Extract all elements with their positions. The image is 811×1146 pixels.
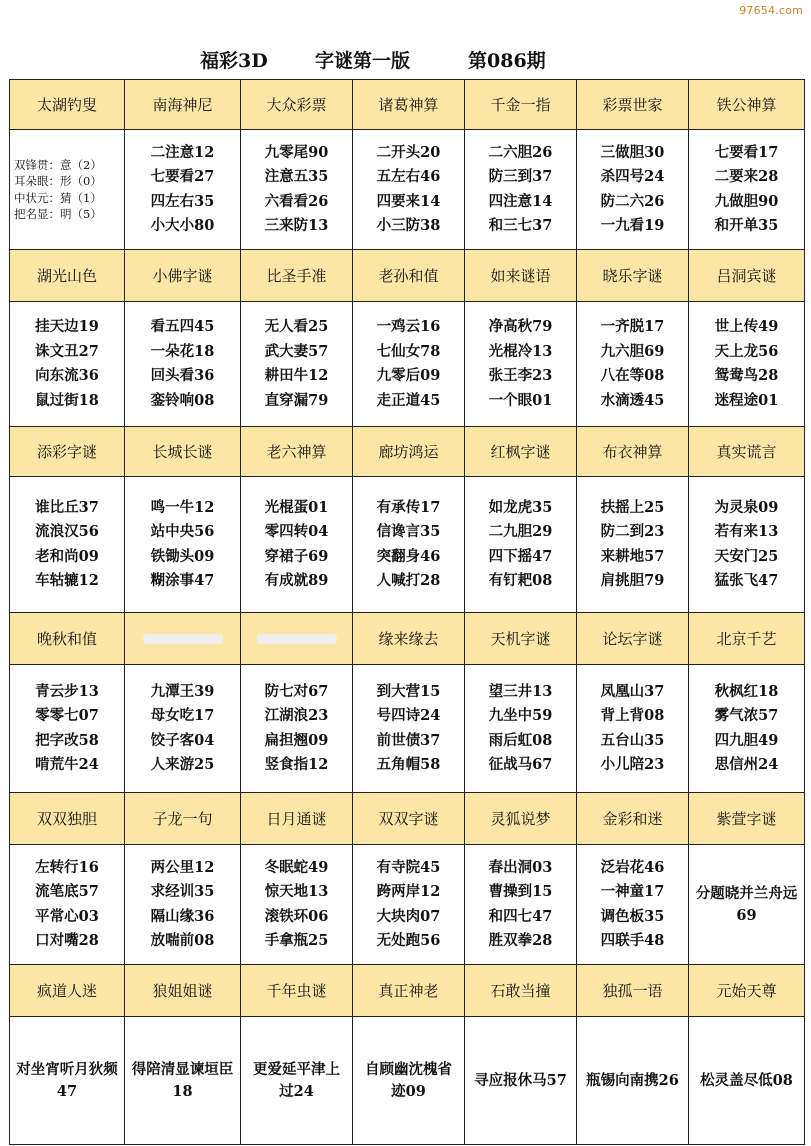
riddle-line: 手拿瓶25	[264, 932, 329, 949]
riddle-line: 小大小80	[150, 217, 215, 234]
riddle-line: 四左右35	[150, 192, 215, 210]
legend-line: 中状元：猜（1）	[14, 190, 102, 205]
riddle-line: 五左右46	[376, 168, 441, 185]
riddle-line: 前世债37	[376, 731, 441, 749]
riddle-line: 四联手48	[600, 932, 665, 949]
expert-name: 诸葛神算	[378, 96, 439, 114]
expert-name: 论坛字谜	[602, 630, 663, 648]
expert-name: 太湖钓叟	[36, 96, 97, 114]
riddle-poem: 得陪清显谏垣臣18	[131, 1060, 234, 1100]
riddle-line: 天上龙56	[714, 342, 779, 360]
riddle-line: 春出洞03	[488, 858, 553, 876]
expert-name-cell	[465, 427, 577, 477]
riddle-line: 有钉耙08	[488, 572, 553, 589]
prediction-row	[10, 1017, 805, 1145]
expert-name-cell	[241, 965, 353, 1017]
riddle-line: 净高秋79	[488, 318, 553, 335]
riddle-line: 二开头20	[376, 143, 441, 161]
expert-name: 晚秋和值	[36, 630, 97, 648]
prediction-cell	[125, 302, 241, 427]
blurred-header-cell	[125, 613, 241, 665]
watermark: 97654.com	[739, 4, 803, 17]
prediction-cell	[353, 477, 465, 613]
riddle-line: 竖食指12	[264, 756, 329, 773]
expert-name: 湖光山色	[36, 267, 97, 285]
riddle-line: 九做胆90	[714, 192, 779, 210]
riddle-line: 铁锄头09	[150, 547, 215, 565]
blurred-text	[143, 634, 223, 644]
expert-name-cell	[353, 965, 465, 1017]
riddle-line: 江湖浪23	[264, 707, 329, 724]
expert-name-cell	[353, 793, 465, 845]
expert-name-cell	[689, 965, 805, 1017]
header-row	[10, 80, 805, 130]
prediction-cell	[689, 477, 805, 613]
prediction-row	[10, 302, 805, 427]
prediction-cell	[577, 665, 689, 793]
riddle-line: 走正道45	[376, 391, 441, 409]
expert-name-cell	[125, 965, 241, 1017]
prediction-cell	[10, 302, 125, 427]
prediction-row	[10, 477, 805, 613]
expert-name: 双双独胆	[36, 810, 97, 828]
prediction-cell	[353, 1017, 465, 1145]
expert-name-cell	[353, 250, 465, 302]
riddle-line: 如龙虎35	[488, 498, 553, 516]
expert-name-cell	[577, 613, 689, 665]
riddle-line: 口对嘴28	[35, 932, 99, 949]
prediction-cell	[353, 302, 465, 427]
expert-name: 子龙一句	[152, 810, 213, 828]
expert-name: 铁公神算	[716, 96, 777, 114]
expert-name: 日月通谜	[266, 810, 327, 828]
riddle-line: 跨两岸12	[376, 883, 441, 900]
riddle-line: 两公里12	[150, 858, 215, 876]
prediction-cell	[125, 130, 241, 250]
riddle-line: 六看看26	[264, 192, 329, 210]
expert-name: 千金一指	[490, 96, 551, 114]
riddle-line: 武大妻57	[264, 342, 329, 360]
riddle-line: 曹操到15	[488, 883, 553, 900]
riddle-line: 冬眠蛇49	[264, 858, 329, 876]
riddle-line: 流浪汉56	[35, 523, 99, 540]
expert-name-cell	[689, 80, 805, 130]
riddle-line: 背上背08	[600, 707, 665, 724]
expert-name: 金彩和迷	[602, 810, 663, 828]
riddle-line: 一齐脱17	[600, 318, 665, 335]
issue-number: 第086期	[468, 50, 546, 72]
riddle-poem: 松灵盖尽低08	[700, 1071, 793, 1089]
riddle-line: 信谗言35	[376, 523, 441, 540]
riddle-line: 糊涂事47	[150, 572, 215, 589]
riddle-line: 有承传17	[376, 498, 441, 516]
header-row	[10, 250, 805, 302]
expert-name: 老孙和值	[378, 267, 439, 285]
expert-name: 真实谎言	[716, 443, 777, 461]
riddle-line: 和四七47	[488, 907, 553, 925]
expert-name-cell	[689, 427, 805, 477]
prediction-cell	[689, 130, 805, 250]
prediction-cell	[125, 665, 241, 793]
riddle-line: 二要来28	[714, 168, 779, 185]
expert-name-cell	[241, 80, 353, 130]
riddle-line: 一九看19	[600, 217, 665, 234]
riddle-line: 零零七07	[35, 707, 99, 724]
riddle-line: 无人看25	[264, 318, 329, 335]
expert-name: 灵狐说梦	[490, 810, 551, 828]
riddle-line: 世上传49	[714, 318, 779, 335]
expert-name-cell	[577, 427, 689, 477]
prediction-cell	[125, 477, 241, 613]
page-title	[0, 46, 811, 78]
riddle-line: 穿裙子69	[264, 547, 329, 565]
expert-name: 添彩字谜	[36, 443, 97, 461]
riddle-line: 光棍冷13	[488, 342, 553, 360]
riddle-line: 防二六26	[600, 192, 665, 210]
riddle-line: 大块肉07	[376, 907, 441, 925]
expert-name: 晓乐字谜	[602, 267, 663, 285]
expert-name: 缘来缘去	[378, 630, 439, 648]
riddle-line: 九零尾90	[264, 143, 329, 161]
expert-name-cell	[577, 250, 689, 302]
prediction-cell	[577, 1017, 689, 1145]
riddle-line: 调色板35	[600, 907, 665, 925]
prediction-cell	[577, 130, 689, 250]
expert-name-cell	[353, 613, 465, 665]
riddle-line: 人喊打28	[376, 572, 441, 589]
riddle-line: 防二到23	[600, 523, 665, 540]
riddle-line: 三做胆30	[600, 143, 665, 161]
riddle-line: 回头看36	[150, 367, 215, 384]
expert-name: 老六神算	[266, 443, 327, 461]
expert-name-cell	[10, 965, 125, 1017]
expert-name: 红枫字谜	[490, 443, 551, 461]
riddle-line: 看五四45	[150, 318, 215, 335]
blurred-header-cell	[241, 613, 353, 665]
riddle-line: 把字改58	[35, 731, 99, 749]
riddle-line: 凤凰山37	[600, 682, 665, 700]
riddle-line: 注意五35	[264, 168, 329, 185]
riddle-line: 水滴透45	[600, 391, 665, 409]
riddle-line: 谁比丘37	[35, 498, 99, 516]
riddle-line: 惊天地13	[264, 883, 329, 900]
riddle-line: 放喘前08	[150, 932, 215, 949]
riddle-line: 青云步13	[35, 682, 99, 700]
header-row	[10, 793, 805, 845]
expert-name-cell	[465, 250, 577, 302]
prediction-row	[10, 130, 805, 250]
riddle-line: 车轱辘12	[35, 572, 99, 589]
prediction-cell	[465, 665, 577, 793]
prediction-cell	[241, 130, 353, 250]
expert-name: 疯道人迷	[36, 982, 97, 1000]
prediction-cell	[125, 845, 241, 965]
riddle-line: 小儿陪23	[600, 756, 665, 773]
prediction-cell	[689, 845, 805, 965]
prediction-cell	[353, 845, 465, 965]
riddle-line: 扶摇上25	[600, 498, 665, 516]
expert-name-cell	[125, 427, 241, 477]
riddle-line: 二九胆29	[488, 523, 553, 540]
riddle-line: 雾气浓57	[714, 707, 779, 724]
riddle-line: 张王李23	[488, 367, 553, 384]
expert-name-cell	[125, 250, 241, 302]
expert-name-cell	[689, 250, 805, 302]
expert-name: 吕洞宾谜	[716, 267, 777, 285]
riddle-line: 光棍蛋01	[264, 498, 329, 516]
expert-name-cell	[10, 793, 125, 845]
prediction-cell	[241, 302, 353, 427]
riddle-line: 滚铁环06	[264, 907, 329, 925]
expert-name-cell	[10, 613, 125, 665]
expert-name-cell	[465, 965, 577, 1017]
riddle-line: 一朵花18	[150, 342, 215, 360]
riddle-line: 二六胆26	[488, 143, 553, 161]
prediction-cell	[465, 302, 577, 427]
expert-name: 独孤一语	[602, 982, 663, 1000]
riddle-line: 和三七37	[488, 217, 553, 234]
prediction-cell	[353, 130, 465, 250]
expert-name-cell	[353, 427, 465, 477]
prediction-cell	[241, 1017, 353, 1145]
riddle-poem: 分题晓并兰舟远69	[695, 884, 798, 924]
riddle-line: 挂天边19	[35, 318, 99, 335]
expert-name-cell	[241, 427, 353, 477]
riddle-line: 四下摇47	[488, 547, 553, 565]
header-row	[10, 613, 805, 665]
riddle-line: 鼠过街18	[35, 391, 99, 409]
riddle-line: 有成就89	[264, 572, 329, 589]
prediction-cell	[125, 1017, 241, 1145]
prediction-cell	[577, 477, 689, 613]
prediction-cell	[689, 302, 805, 427]
riddle-line: 秋枫红18	[714, 682, 779, 700]
prediction-cell	[353, 665, 465, 793]
expert-name: 北京千艺	[716, 630, 777, 648]
expert-name-cell	[125, 80, 241, 130]
expert-name-cell	[465, 80, 577, 130]
header-row	[10, 965, 805, 1017]
riddle-line: 隔山缘36	[150, 907, 215, 925]
expert-name: 彩票世家	[602, 96, 663, 114]
riddle-line: 站中央56	[150, 523, 215, 540]
riddle-line: 有寺院45	[376, 858, 441, 876]
riddle-line: 求经训35	[150, 883, 215, 900]
lottery-name: 福彩3D	[200, 50, 268, 72]
prediction-cell	[577, 302, 689, 427]
riddle-line: 饺子客04	[150, 731, 215, 749]
riddle-line: 母女吃17	[150, 707, 215, 724]
expert-name: 长城长谜	[152, 443, 213, 461]
legend-line: 双锋贯：意（2）	[14, 157, 102, 172]
riddle-line: 啃荒牛24	[35, 756, 99, 773]
riddle-line: 征战马67	[488, 756, 553, 773]
riddle-line: 耕田牛12	[264, 367, 329, 384]
riddle-poem: 更爱延平津上过24	[253, 1060, 340, 1100]
riddle-line: 为灵泉09	[714, 498, 779, 516]
riddle-line: 三来防13	[264, 217, 329, 234]
legend-line: 把名显：明（5）	[14, 207, 102, 221]
riddle-line: 迷程途01	[714, 391, 779, 409]
riddle-line: 雨后虹08	[488, 731, 553, 749]
riddle-line: 小三防38	[376, 217, 441, 234]
expert-name-cell	[10, 427, 125, 477]
expert-name: 紫萱字谜	[716, 810, 777, 828]
riddle-line: 到大营15	[376, 682, 441, 700]
riddle-line: 二注意12	[150, 143, 215, 161]
expert-name-cell	[577, 793, 689, 845]
riddle-line: 天安门25	[714, 547, 779, 565]
riddle-line: 扁担翘09	[264, 731, 329, 749]
prediction-row	[10, 845, 805, 965]
riddle-line: 一个眼01	[488, 391, 553, 409]
riddle-line: 九潭王39	[150, 682, 215, 700]
riddle-line: 左转行16	[35, 858, 99, 876]
riddle-poem: 瓶锡向南携26	[586, 1071, 679, 1089]
riddle-line: 号四诗24	[376, 707, 441, 724]
expert-name-cell	[125, 793, 241, 845]
riddle-line: 防三到37	[488, 168, 553, 185]
prediction-cell	[241, 665, 353, 793]
blurred-text	[257, 634, 337, 644]
expert-name: 廊坊鸿运	[378, 443, 439, 461]
expert-name: 狼姐姐谜	[152, 982, 213, 1000]
riddle-line: 鸣一牛12	[150, 498, 215, 516]
riddle-line: 突翻身46	[376, 547, 441, 565]
prediction-cell	[10, 845, 125, 965]
expert-name: 大众彩票	[266, 96, 327, 114]
prediction-cell	[465, 130, 577, 250]
expert-name: 南海神尼	[152, 96, 213, 114]
expert-name-cell	[577, 965, 689, 1017]
riddle-line: 七仙女78	[376, 342, 441, 360]
riddle-line: 一神童17	[600, 883, 665, 900]
expert-name: 比圣手准	[266, 267, 327, 285]
riddle-line: 来耕地57	[600, 547, 665, 565]
prediction-cell	[689, 665, 805, 793]
prediction-cell	[689, 1017, 805, 1145]
riddle-line: 肩挑胆79	[600, 572, 665, 589]
riddle-line: 老和尚09	[35, 547, 99, 565]
riddle-line: 四九胆49	[714, 731, 779, 749]
expert-name-cell	[465, 613, 577, 665]
riddle-line: 一鸡云16	[376, 318, 441, 335]
expert-name-cell	[10, 80, 125, 130]
riddle-line: 向东流36	[35, 367, 99, 384]
expert-name-cell	[353, 80, 465, 130]
prediction-cell	[10, 130, 125, 250]
expert-name: 石敢当撞	[490, 982, 551, 1000]
expert-name-cell	[465, 793, 577, 845]
expert-name: 双双字谜	[378, 810, 439, 828]
header-row	[10, 427, 805, 477]
prediction-cell	[10, 1017, 125, 1145]
riddle-line: 杀四号24	[600, 168, 665, 185]
expert-name-cell	[241, 250, 353, 302]
riddle-line: 胜双拳28	[488, 932, 553, 949]
edition-name: 字谜第一版	[315, 50, 411, 72]
riddle-line: 平常心03	[35, 907, 99, 925]
expert-name: 如来谜语	[490, 267, 551, 285]
riddle-line: 零四转04	[264, 523, 329, 540]
riddle-line: 泛岩花46	[600, 858, 665, 876]
riddle-line: 若有来13	[714, 523, 779, 540]
riddle-line: 望三井13	[488, 682, 553, 700]
prediction-cell	[465, 845, 577, 965]
riddle-line: 五台山35	[600, 731, 665, 749]
riddle-line: 和开单35	[714, 217, 779, 234]
expert-name-cell	[689, 793, 805, 845]
expert-name: 天机字谜	[490, 630, 551, 648]
riddle-line: 九坐中59	[488, 707, 553, 724]
expert-name-cell	[241, 793, 353, 845]
riddle-line: 人来游25	[150, 756, 215, 773]
expert-name: 元始天尊	[716, 982, 777, 1000]
riddle-line: 銮铃响08	[150, 391, 215, 409]
riddle-line: 流笔底57	[35, 883, 99, 900]
expert-name-cell	[577, 80, 689, 130]
riddle-poem: 对坐宵听月狄频47	[16, 1060, 118, 1100]
riddle-line: 八在等08	[600, 367, 665, 384]
riddle-line: 防七对67	[264, 682, 329, 700]
expert-name: 真正神老	[378, 982, 439, 1000]
riddle-line: 直穿漏79	[264, 391, 329, 409]
prediction-row	[10, 665, 805, 793]
riddle-line: 思信州24	[714, 756, 779, 773]
riddle-line: 四要来14	[376, 192, 441, 210]
riddle-line: 鸳鸯鸟28	[714, 367, 779, 384]
expert-name: 千年虫谜	[266, 982, 327, 1000]
prediction-cell	[241, 845, 353, 965]
riddle-line: 九零后09	[376, 367, 441, 384]
prediction-cell	[577, 845, 689, 965]
prediction-cell	[241, 477, 353, 613]
riddle-line: 五角帽58	[376, 756, 441, 773]
riddle-poem: 寻应报休马57	[474, 1071, 567, 1089]
expert-name-cell	[10, 250, 125, 302]
riddle-line: 诛文丑27	[35, 342, 99, 360]
prediction-cell	[10, 665, 125, 793]
riddle-line: 七要看27	[150, 168, 215, 185]
expert-name: 布衣神算	[602, 443, 663, 461]
riddle-line: 猛张飞47	[714, 572, 779, 589]
expert-name: 小佛字谜	[152, 267, 213, 285]
expert-name-cell	[689, 613, 805, 665]
riddle-table	[9, 79, 805, 1145]
prediction-cell	[465, 477, 577, 613]
prediction-cell	[465, 1017, 577, 1145]
prediction-cell	[10, 477, 125, 613]
riddle-poem: 自顾幽沈槐省迹09	[365, 1060, 452, 1100]
riddle-line: 七要看17	[714, 143, 779, 161]
riddle-line: 四注意14	[488, 192, 553, 210]
legend-line: 耳朵眼：形（0）	[14, 174, 102, 188]
riddle-line: 九六胆69	[600, 342, 665, 360]
riddle-line: 无处跑56	[376, 932, 441, 949]
